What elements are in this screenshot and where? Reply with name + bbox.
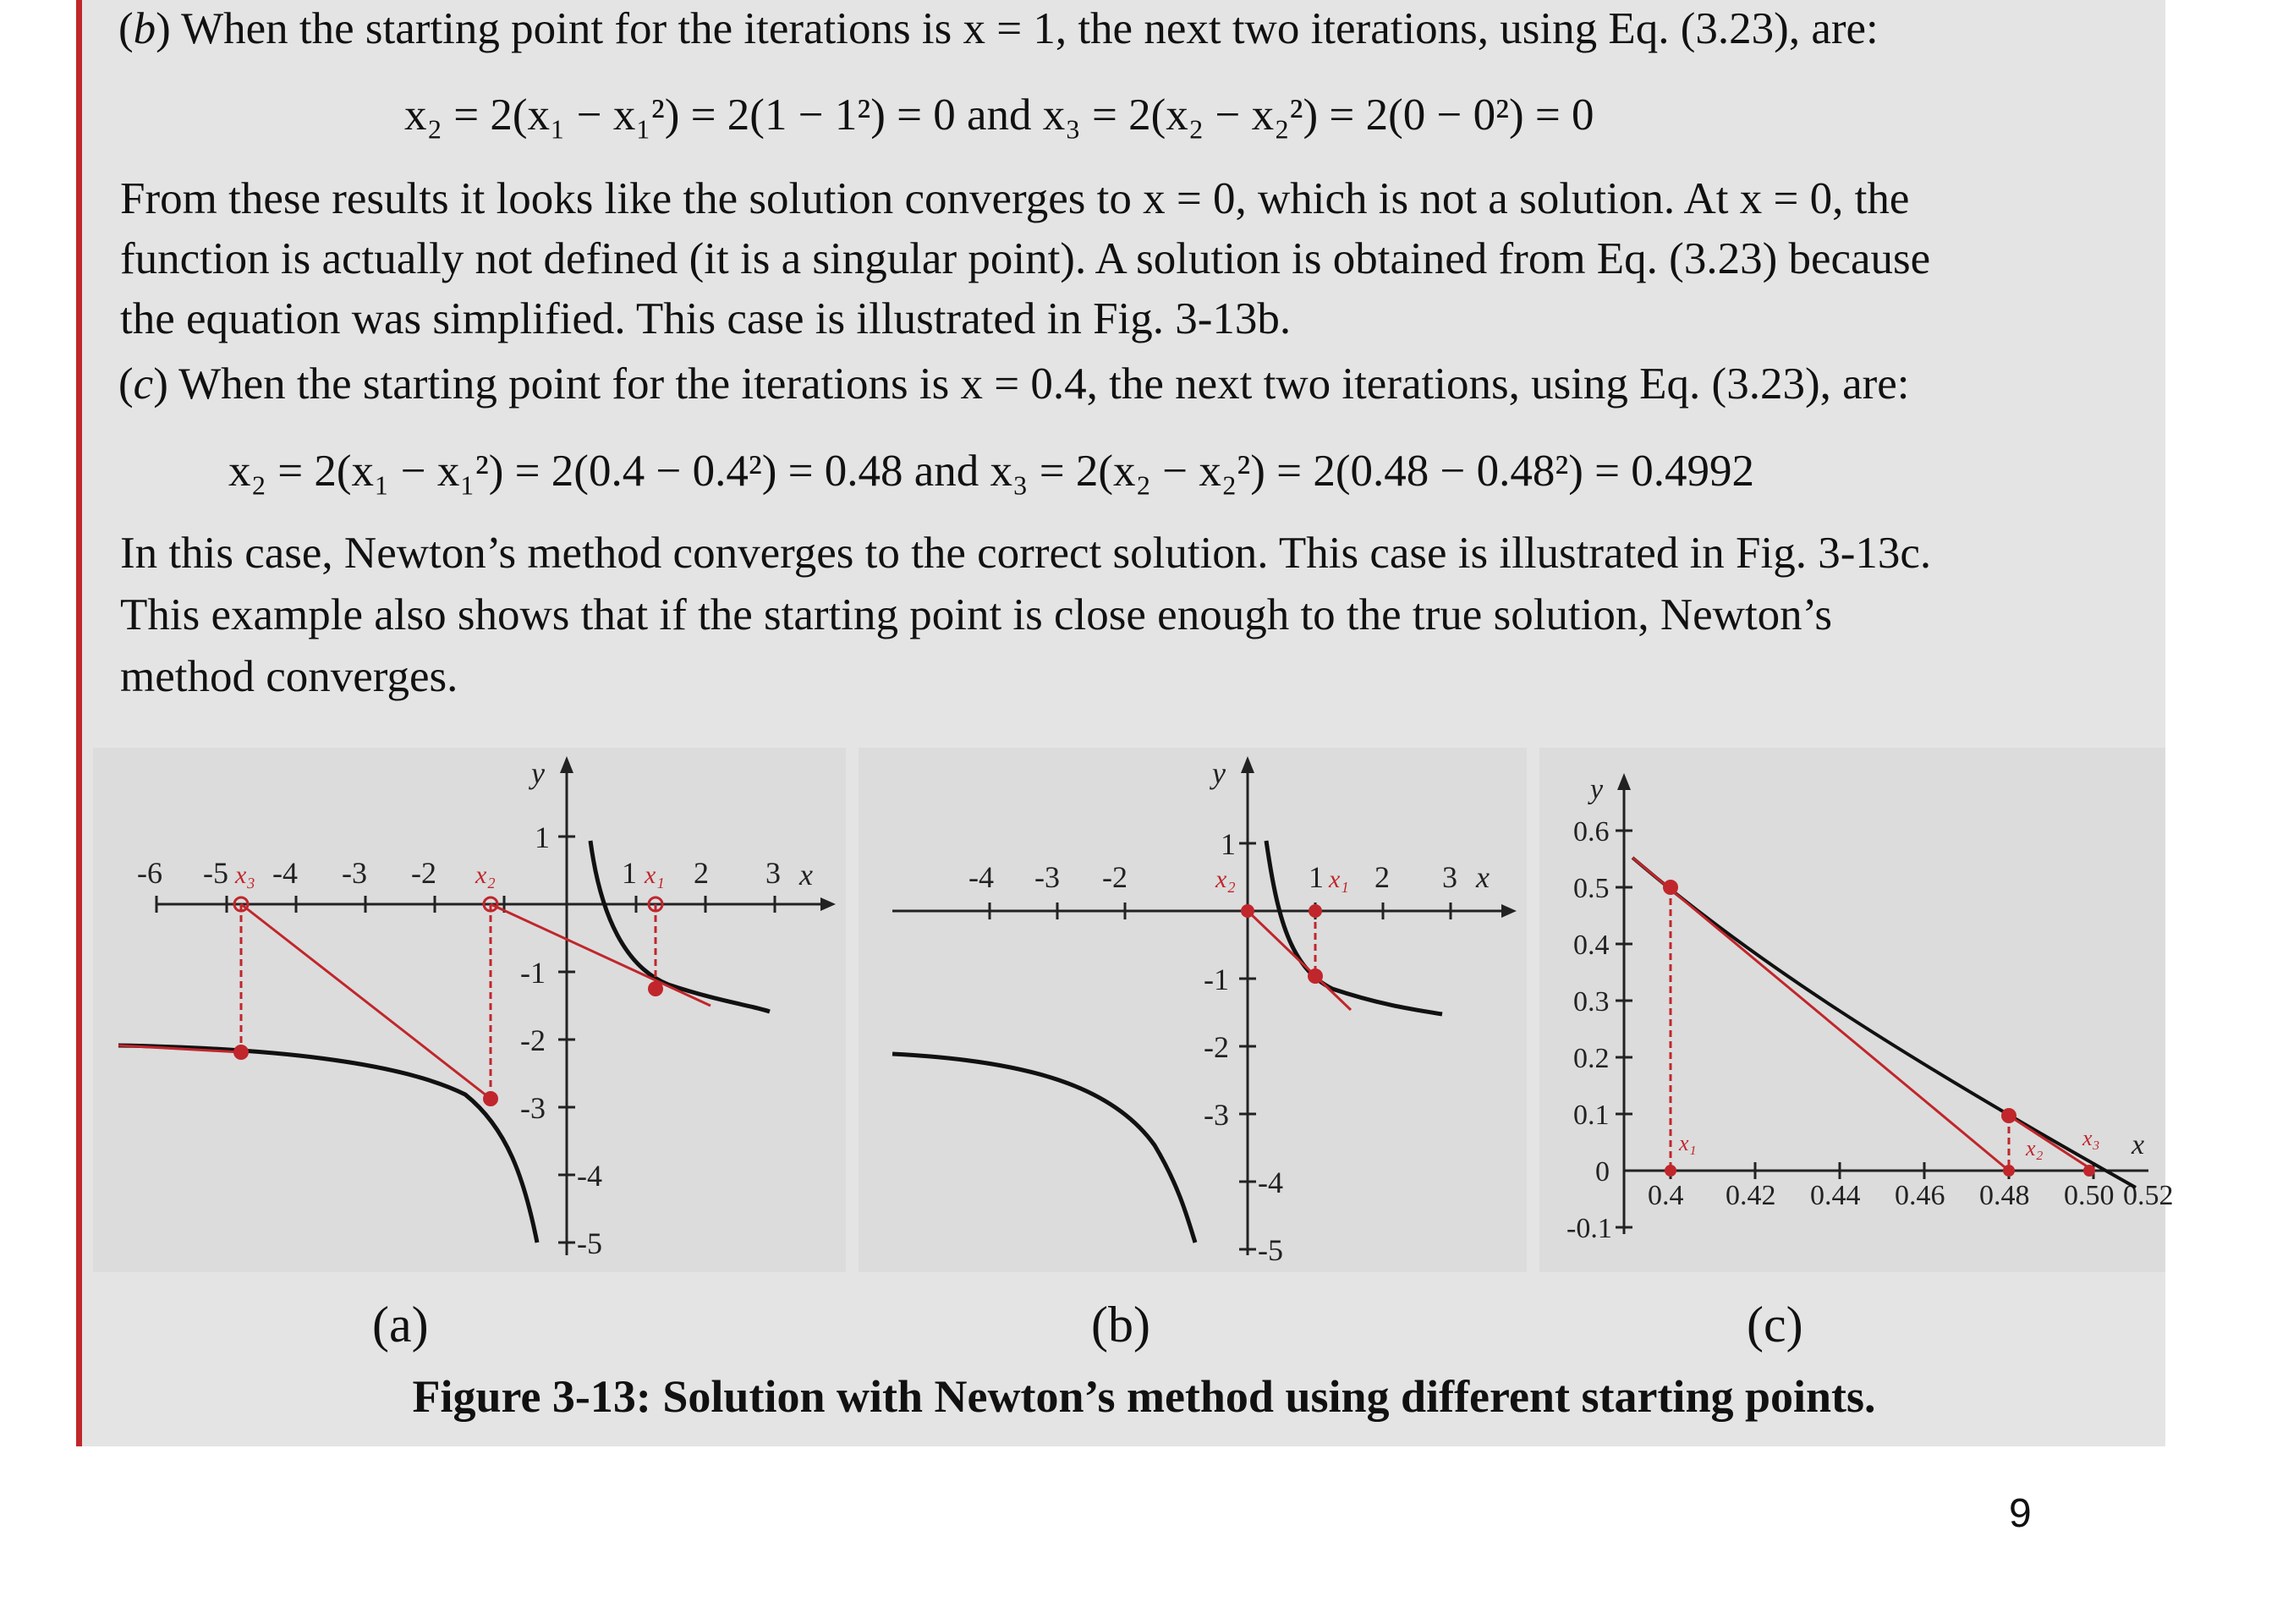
point-f-x1 [1308, 968, 1323, 984]
figure-row [93, 748, 2174, 1272]
y-axis-arrow [560, 756, 573, 773]
point-x3 [2083, 1165, 2095, 1177]
page-number: 9 [2009, 1491, 2032, 1536]
tick-label: 0.48 [1979, 1180, 2030, 1211]
tick-label: -3 [342, 856, 367, 890]
tick-label: -4 [1258, 1166, 1283, 1199]
point-x1 [1309, 904, 1322, 918]
sublabel-a: (a) [372, 1297, 429, 1352]
tick-label: -1 [520, 956, 546, 990]
tick-label: 0.50 [2064, 1180, 2115, 1211]
point-x2 [1241, 904, 1254, 918]
tick-label: 2 [1374, 860, 1390, 894]
tick-label: -5 [203, 856, 228, 890]
tick-label: 1 [1221, 827, 1236, 861]
b-label: b [133, 4, 156, 53]
x-axis-arrow [1501, 904, 1517, 918]
function-curve [1632, 858, 2136, 1188]
tick-label: -4 [577, 1159, 602, 1193]
sublabel-b: (b) [1091, 1297, 1150, 1352]
tick-label: -4 [272, 856, 298, 890]
figure-c-plot [1539, 748, 2174, 1272]
point-f-x2 [483, 1091, 498, 1106]
tick-label: -1 [1204, 963, 1229, 996]
tick-label: 0.1 [1573, 1100, 1610, 1131]
c-equation: x₂ = 2(x₁ − x₁²) = 2(0.4 − 0.4²) = 0.48 and x₃ = 2(x₂ − x₂²) = 2(0.48 − 0.48²) = 0.4992 [228, 447, 1755, 496]
tick-label: -3 [1204, 1098, 1229, 1132]
tick-label: 0.2 [1573, 1043, 1610, 1074]
label-x1: x₁ [645, 861, 665, 889]
c-paragraph-line-3: method converges. [120, 652, 458, 701]
tick-label: 1 [1309, 860, 1324, 894]
tick-label: 0.4 [1573, 930, 1610, 961]
tangent-2 [2009, 1116, 2093, 1171]
b-paragraph-line-1: From these results it looks like the solution converges to x = 0, which is not a solution. At x = 0, the [120, 174, 1910, 223]
tick-label: 0.4 [1648, 1180, 1684, 1211]
label-x1: x₁ [1679, 1131, 1697, 1155]
tick-label: -2 [1102, 860, 1128, 894]
point-f-x2 [2001, 1108, 2016, 1123]
axis-label-y: y [1212, 756, 1226, 790]
label-x1: x₁ [1329, 865, 1349, 893]
tick-label: 1 [622, 856, 637, 890]
figure-a-plot [93, 748, 846, 1272]
figure-b [859, 748, 1527, 1272]
b-paragraph-line-2: function is actually not defined (it is a singular point). A solution is obtained from Eq. (3.23) because [120, 234, 1931, 283]
function-curve-left [892, 1054, 1195, 1243]
x-axis-arrow [820, 897, 836, 911]
tangent-1 [1248, 911, 1351, 1010]
figure-a [93, 748, 846, 1272]
label-x2: x₂ [475, 861, 496, 889]
b-equation: x₂ = 2(x₁ − x₁²) = 2(1 − 1²) = 0 and x₃ = 2(x₂ − x₂²) = 2(0 − 0²) = 0 [404, 91, 1594, 140]
tick-label: 1 [535, 820, 550, 854]
c-paragraph-line-1: In this case, Newton’s method converges to the correct solution. This case is illustrated in Fig. 3-13c. [120, 529, 1932, 578]
tick-label: -2 [1204, 1030, 1229, 1064]
tick-label: 0.52 [2123, 1180, 2174, 1211]
label-x2: x₂ [2026, 1136, 2044, 1160]
tick-label: 0.3 [1573, 986, 1610, 1018]
point-f-x1 [1663, 880, 1678, 895]
tick-label: 0.5 [1573, 873, 1610, 904]
tangent-2 [241, 904, 491, 1099]
c-intro-line: (c) When the starting point for the iterations is x = 0.4, the next two iterations, using Eq. (3.23), are: [118, 359, 1910, 409]
axis-label-y: y [531, 756, 545, 790]
label-x3: x₃ [2082, 1126, 2100, 1150]
tick-label: -0.1 [1566, 1213, 1612, 1244]
tick-label: -3 [520, 1091, 546, 1125]
tick-label: 2 [694, 856, 709, 890]
figure-b-plot [859, 748, 1527, 1272]
tick-label: -2 [411, 856, 436, 890]
figure-c [1539, 748, 2174, 1272]
b-intro-line: (b) When the starting point for the iterations is x = 1, the next two iterations, using Eq. (3.23), are: [118, 4, 1879, 53]
figure-caption: Figure 3-13: Solution with Newton’s method using different starting points. [412, 1371, 1876, 1422]
point-f-x3 [233, 1045, 249, 1060]
label-x3: x₃ [235, 861, 255, 889]
tick-label: -4 [968, 860, 994, 894]
tick-label: 0.42 [1726, 1180, 1776, 1211]
axis-label-y: y [1590, 774, 1604, 805]
left-accent-bar [76, 0, 82, 1446]
tick-label: -6 [137, 856, 162, 890]
tick-label: 0.6 [1573, 816, 1610, 848]
axis-label-x: x [1476, 860, 1490, 894]
tick-label: -5 [1258, 1233, 1283, 1267]
function-curve-left [118, 1045, 537, 1243]
tick-label: 0 [1595, 1156, 1610, 1188]
tick-label: -2 [520, 1023, 546, 1057]
axis-label-x: x [2132, 1129, 2145, 1160]
y-axis-arrow [1241, 756, 1254, 773]
point-x2 [2003, 1165, 2015, 1177]
c-label: c [133, 359, 154, 409]
tick-label: -3 [1034, 860, 1060, 894]
tick-label: 0.46 [1895, 1180, 1945, 1211]
tick-label: 3 [1442, 860, 1457, 894]
b-paragraph-line-3: the equation was simplified. This case is illustrated in Fig. 3-13b. [120, 294, 1292, 343]
tangent-1 [491, 904, 711, 1006]
function-curve-right [590, 841, 770, 1012]
function-curve-right [1266, 841, 1442, 1014]
sublabel-c: (c) [1747, 1297, 1803, 1352]
b-intro-text: ) When the starting point for the iterations is x = 1, the next two iterations, using Eq. (3.23), are: [156, 4, 1879, 53]
y-axis-arrow [1617, 773, 1631, 790]
tick-label: 3 [765, 856, 781, 890]
axis-label-x: x [799, 858, 813, 892]
c-paragraph-line-2: This example also shows that if the starting point is close enough to the true solution, Newton’s [120, 590, 1833, 639]
c-intro-text: ) When the starting point for the iterations is x = 0.4, the next two iterations, using Eq. (3.23), are: [153, 359, 1910, 409]
point-f-x1 [648, 981, 663, 996]
label-x2: x₂ [1215, 865, 1236, 893]
tick-label: -5 [577, 1226, 602, 1260]
tick-label: 0.44 [1810, 1180, 1861, 1211]
tangent-1 [1632, 858, 2009, 1171]
point-x1 [1665, 1165, 1676, 1177]
